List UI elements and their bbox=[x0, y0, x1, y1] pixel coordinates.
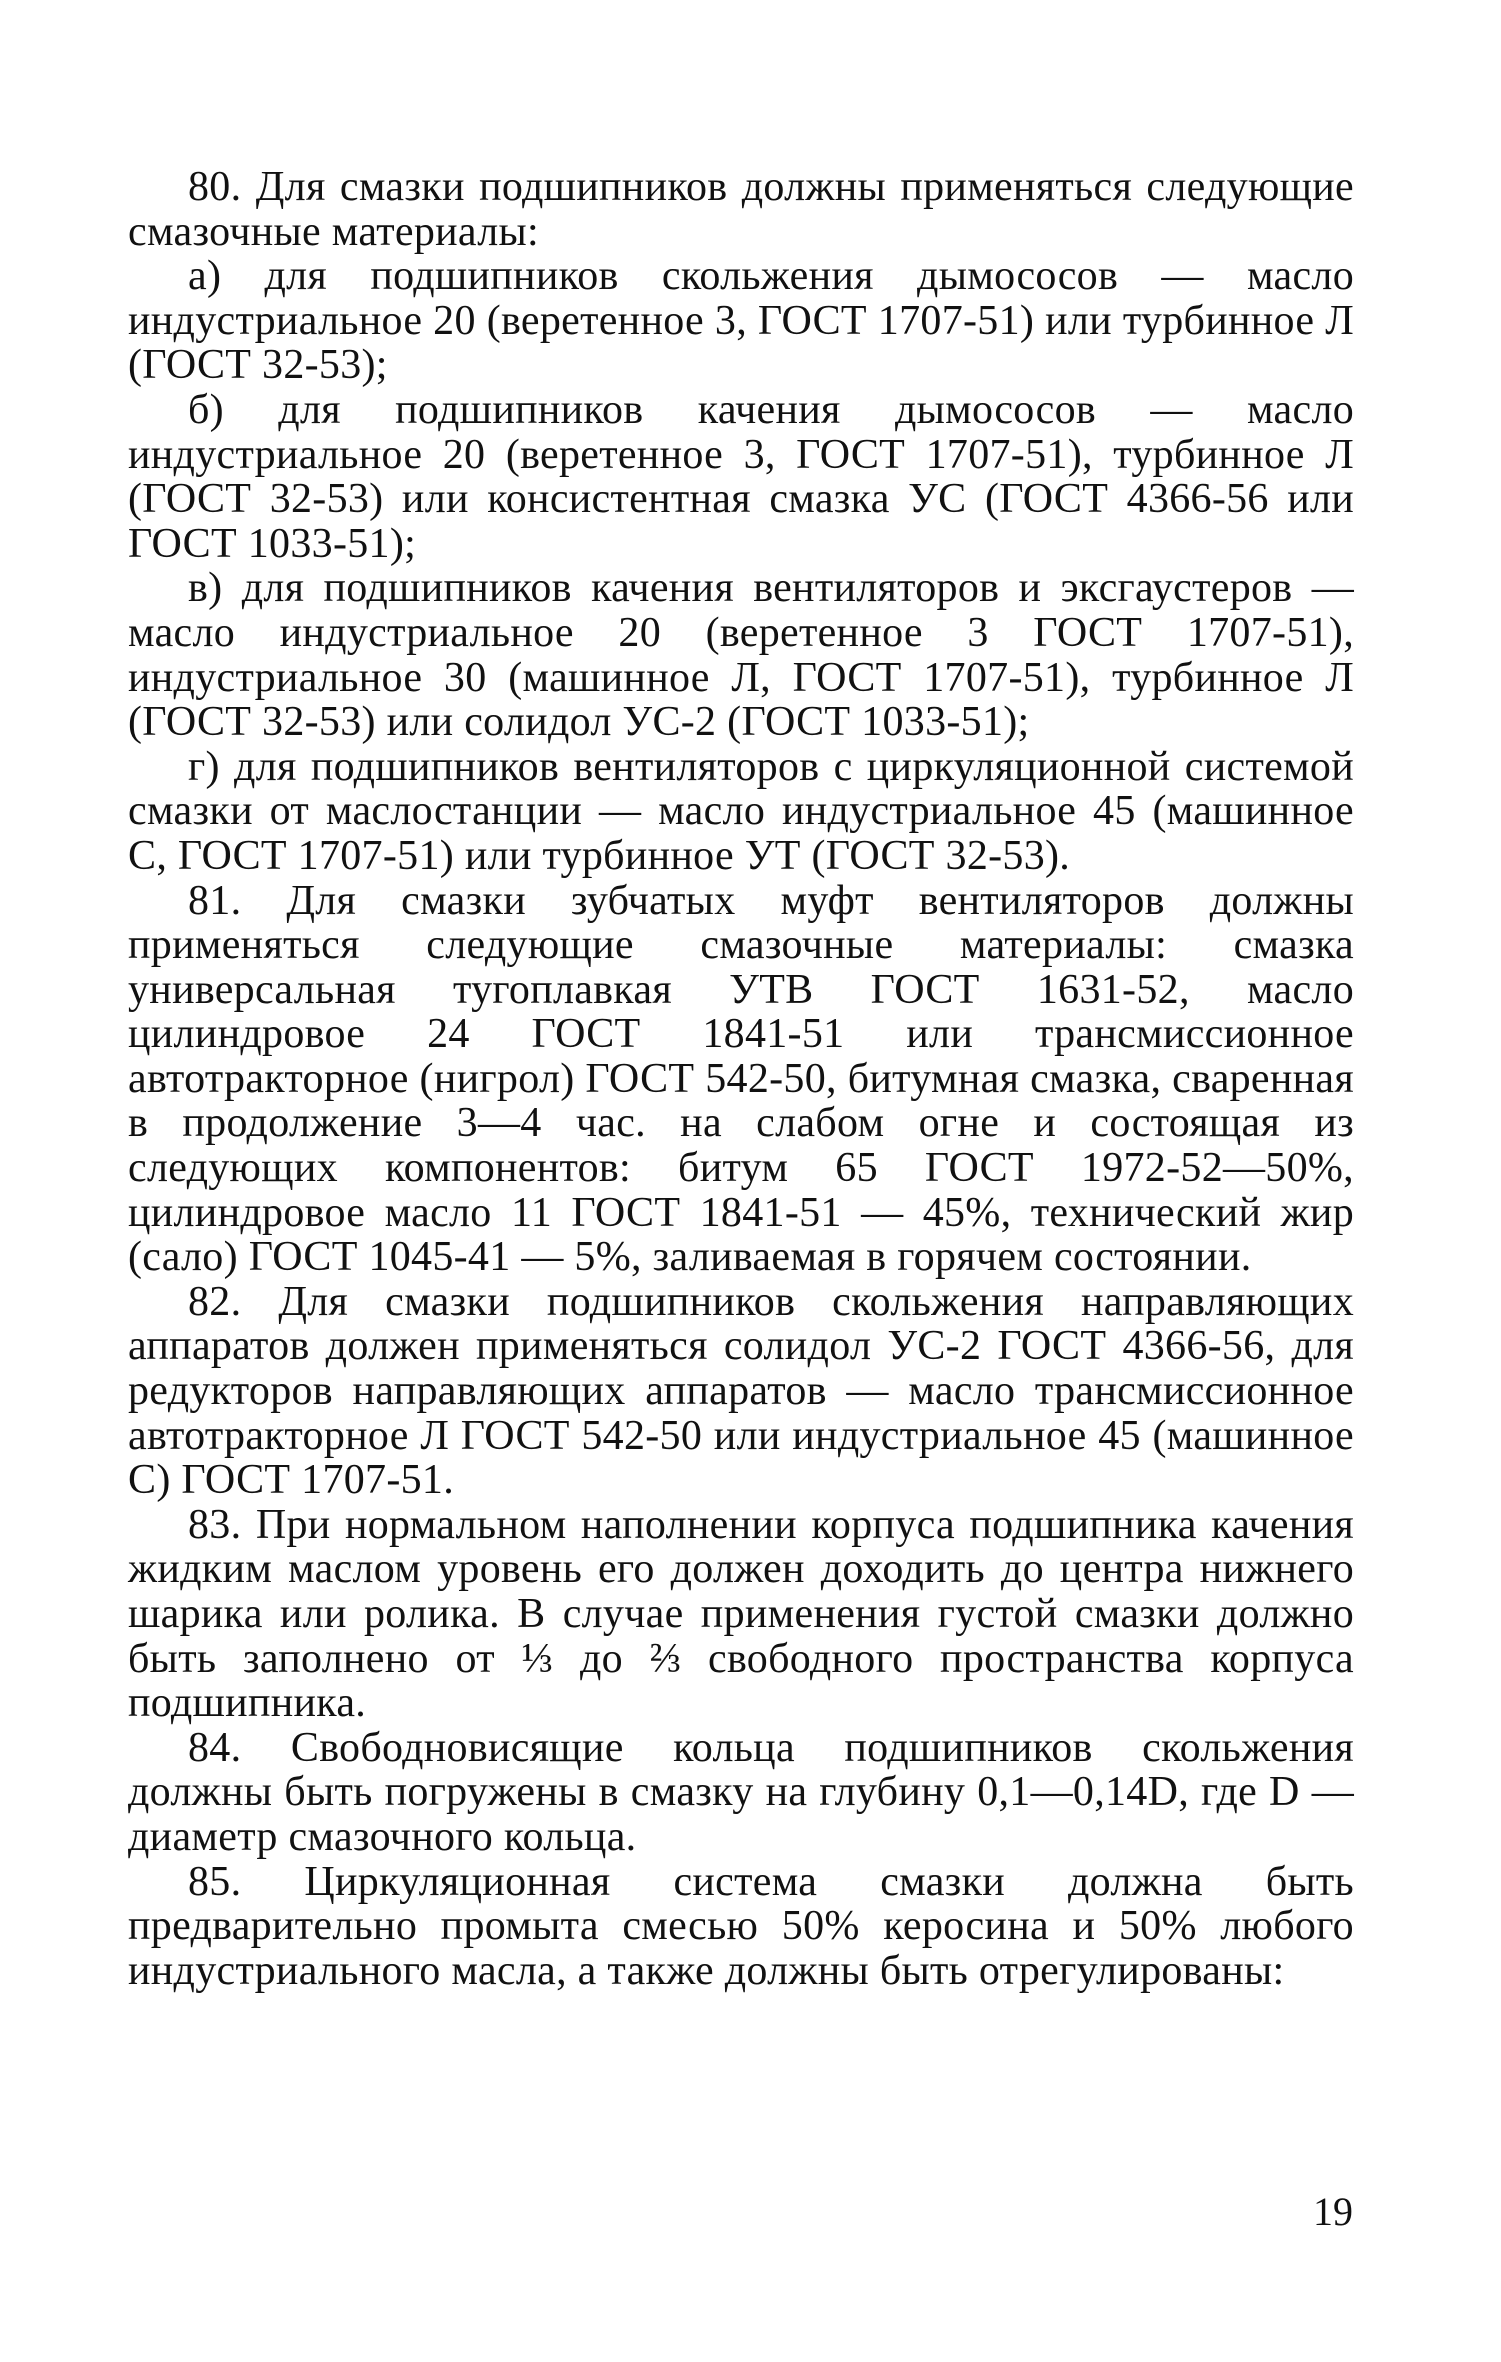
page-number: 19 bbox=[1313, 2189, 1353, 2234]
paragraph-83: 83. При нормальном наполнении корпуса подшипника качения жидким маслом уровень его должен доходить до центра нижнего шарика или ролика. В случае применения густой смазки должно быть заполнено от ⅓ до ⅔ свободного пространства корпуса подшипника. bbox=[128, 1501, 1354, 1727]
paragraph-80: 80. Для смазки подшипников должны применяться следующие смазочные материалы: bbox=[128, 164, 1354, 255]
paragraph-85: 85. Циркуляционная система смазки должна быть предварительно промыта смесью 50% керосина и 50% любого индустриального масла, а также должны быть отрегулированы: bbox=[128, 1858, 1354, 1994]
paragraph-81: 81. Для смазки зубчатых муфт вентиляторов должны применяться следующие смазочные материалы: смазка универсальная тугоплавкая УТВ ГОСТ 1631-52, масло цилиндровое 24 ГОСТ 1841-51 или трансмиссионное автотракторное (нигрол) ГОСТ 542-50, битумная смазка, сваренная в продолжение 3—4 час. на слабом огне и состоящая из следующих компонентов: битум 65 ГОСТ 1972-52—50%, цилиндровое масло 11 ГОСТ 1841-51 — 45%, технический жир (сало) ГОСТ 1045-41 — 5%, заливаемая в горячем состоянии. bbox=[128, 877, 1354, 1281]
paragraph-80c: в) для подшипников качения вентиляторов и эксгаустеров — масло индустриальное 20 (веретенное 3 ГОСТ 1707-51), индустриальное 30 (машинное Л, ГОСТ 1707-51), турбинное Л (ГОСТ 32-53) или солидол УС-2 (ГОСТ 1033-51); bbox=[128, 565, 1354, 746]
paragraph-84: 84. Свободновисящие кольца подшипников скольжения должны быть погружены в смазку на глубину 0,1—0,14D, где D — диаметр смазочного кольца. bbox=[128, 1724, 1354, 1860]
paragraph-80b: б) для подшипников качения дымососов — масло индустриальное 20 (веретенное 3, ГОСТ 1707-51), турбинное Л (ГОСТ 32-53) или консистентная смазка УС (ГОСТ 4366-56 или ГОСТ 1033-51); bbox=[128, 386, 1354, 567]
body-text bbox=[128, 165, 1354, 1993]
paragraph-82: 82. Для смазки подшипников скольжения направляющих аппаратов должен применяться солидол УС-2 ГОСТ 4366-56, для редукторов направляющих аппаратов — масло трансмиссионное автотракторное Л ГОСТ 542-50 или индустриальное 45 (машинное С) ГОСТ 1707-51. bbox=[128, 1278, 1354, 1504]
paragraph-80a: а) для подшипников скольжения дымососов — масло индустриальное 20 (веретенное 3, ГОСТ 1707-51) или турбинное Л (ГОСТ 32-53); bbox=[128, 253, 1354, 389]
paragraph-80d: г) для подшипников вентиляторов с циркуляционной системой смазки от маслостанции — масло индустриальное 45 (машинное С, ГОСТ 1707-51) или турбинное УТ (ГОСТ 32-53). bbox=[128, 743, 1354, 879]
